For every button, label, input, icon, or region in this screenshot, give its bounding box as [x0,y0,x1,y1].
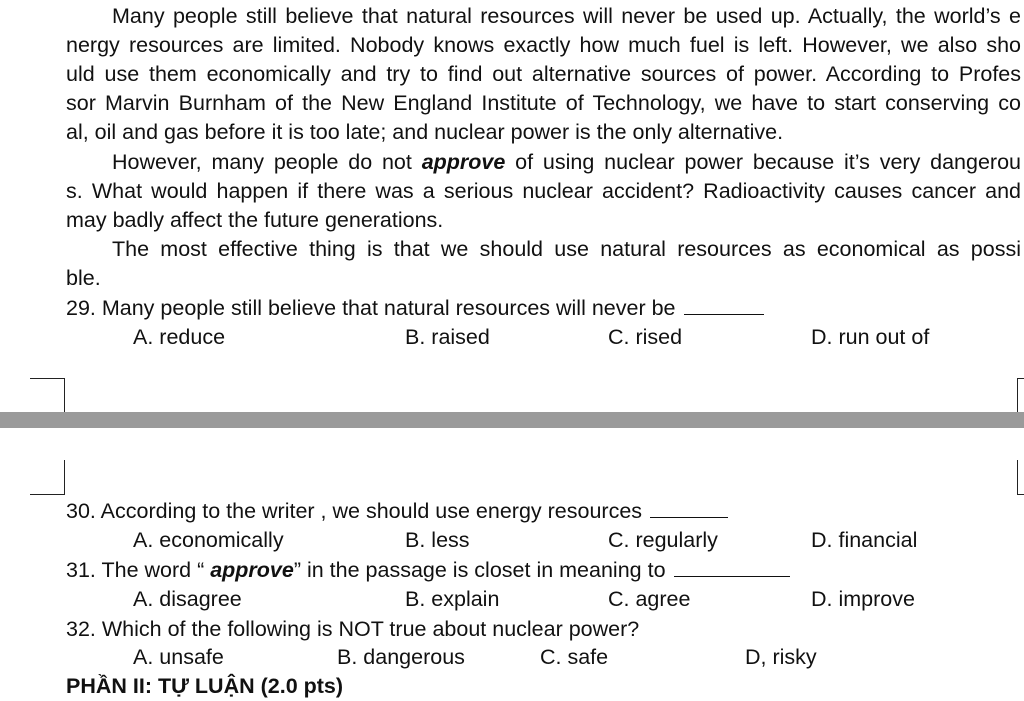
approve-keyword: approve [421,150,506,174]
answer-blank [684,312,764,315]
approve-keyword: approve [210,558,294,582]
passage-paragraph-3-line-2: ble. [66,266,101,290]
answer-blank [650,515,728,518]
q31-option-b: B. explain [405,587,500,611]
passage-line-5: al, oil and gas before it is too late; and nuclear power is the only alternative. [66,120,784,144]
passage-line-4: sor Marvin Burnham of the New England Institute of Technology, we have to start conserving co [66,91,1021,115]
question-31 [66,556,1021,585]
q30-option-a: A. economically [133,528,284,552]
question-32: 32. Which of the following is NOT true about nuclear power? [66,617,640,641]
p2-text-post: of using nuclear power because it’s very dangerou [505,150,1022,174]
passage-line-2: nergy resources are limited. Nobody knows exactly how much fuel is left. However, we also sho [66,33,1021,57]
q29-option-d: D. run out of [811,325,930,349]
q30-option-d: D. financial [811,528,918,552]
q31-option-c: C. agree [608,587,691,611]
crop-mark-bottom-right [1017,460,1024,495]
q29-option-b: B. raised [405,325,490,349]
q29-option-c: C. rised [608,325,683,349]
passage-paragraph-3-line-1: The most effective thing is that we should use natural resources as economical as possi [112,237,1021,261]
passage-line-3: uld use them economically and try to find out alternative sources of power. According to Profes [66,62,1021,86]
question-29-stem: 29. Many people still believe that natural resources will never be [66,296,676,320]
q32-option-d: D, risky [745,645,817,669]
question-30 [66,497,1021,526]
q32-option-a: A. unsafe [133,645,224,669]
q32-option-b: B. dangerous [337,645,465,669]
question-31-stem-post: ” in the passage is closet in meaning to [293,558,666,582]
q30-option-c: C. regularly [608,528,718,552]
p2-text-pre: However, many people do not [112,150,422,174]
passage-line-1: Many people still believe that natural resources will never be used up. Actually, the world’s e [112,4,1021,28]
q32-option-c: C. safe [540,645,609,669]
q31-option-d: D. improve [811,587,915,611]
question-30-stem: 30. According to the writer , we should use energy resources [66,499,643,523]
passage-paragraph-2-line-1 [66,148,1021,177]
section-heading: PHẦN II: TỰ LUẬN (2.0 pts) [66,674,344,698]
passage-paragraph-2-line-3: may badly affect the future generations. [66,208,444,232]
crop-mark-bottom-left [30,460,65,495]
crop-mark-top-right [1017,378,1024,413]
q29-option-a: A. reduce [133,325,226,349]
crop-mark-top-left [30,378,65,413]
question-31-stem-pre: 31. The word “ [66,558,211,582]
question-29 [66,294,1021,323]
q30-option-b: B. less [405,528,470,552]
q31-option-a: A. disagree [133,587,242,611]
page-separator [0,412,1024,428]
answer-blank [674,574,790,577]
passage-paragraph-2-line-2: s. What would happen if there was a serious nuclear accident? Radioactivity causes cancer and [66,179,1021,203]
